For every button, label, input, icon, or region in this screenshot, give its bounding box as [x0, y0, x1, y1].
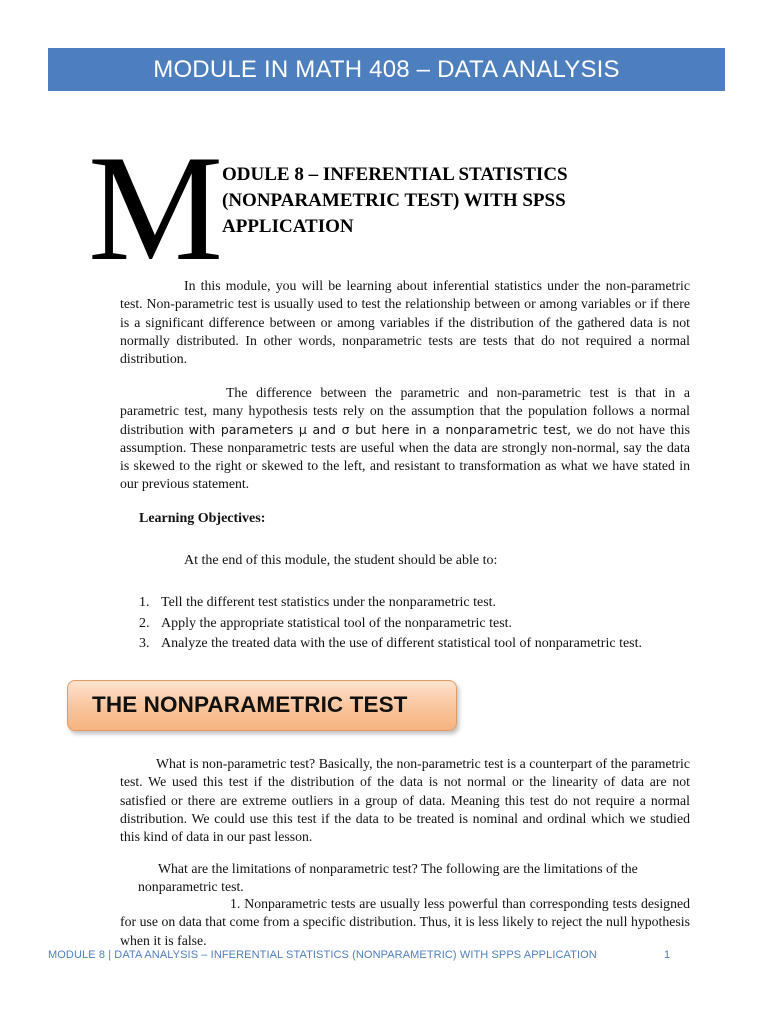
- section-heading-box: [67, 680, 457, 731]
- footer-text: MODULE 8 | DATA ANALYSIS – INFERENTIAL STATISTICS (NONPARAMETRIC) WITH SPPS APPLICATION: [48, 949, 597, 961]
- objective-number: 1.: [139, 595, 150, 610]
- section-paragraph-2: What are the limitations of nonparametric test? The following are the limitations of the nonparametric test.: [138, 861, 638, 895]
- objective-text: Analyze the treated data with the use of different statistical tool of nonparametric test.: [161, 636, 643, 651]
- section-heading-title: THE NONPARAMETRIC TEST: [92, 692, 408, 717]
- intro-paragraph-2: [120, 384, 690, 494]
- learning-objectives-heading: Learning Objectives:: [139, 511, 266, 526]
- objective-text: Tell the different test statistics under the nonparametric test.: [161, 595, 497, 610]
- learning-objectives-intro: At the end of this module, the student should be able to:: [184, 553, 498, 568]
- section-paragraph-3: 1. Nonparametric tests are usually less powerful than corresponding tests designed for use on data that come from a specific distribution. Thus, it is less likely to reject the null hypothesis when it is false.: [120, 896, 690, 948]
- module-title-line-3: APPLICATION: [222, 216, 354, 237]
- objective-number: 3.: [139, 636, 150, 651]
- module-title-line-2: (NONPARAMETRIC TEST) WITH SPSS: [222, 190, 566, 211]
- intro-paragraph-2-part-c: we do not have this assumption. These nonparametric tests are useful when the data are strongly non-normal, say the data is skewed to the right or skewed to the left, and resistant to transformation as what we have stated in our previous statement.: [120, 421, 690, 492]
- module-title: [222, 162, 662, 240]
- objective-item: [139, 614, 719, 635]
- intro-paragraph-1: In this module, you will be learning about inferential statistics under the non-parametric test. Non-parametric test is usually used to test the relationship between or among variables or if there is a significant difference between or among variables if the distribution of the gathered data is not normally distributed. In other words, nonparametric tests are tests that do not required a normal distribution.: [120, 278, 690, 367]
- dropcap-letter: M: [88, 124, 224, 292]
- section-paragraph-1: What is non-parametric test? Basically, the non-parametric test is a counterpart of the parametric test. We used this test if the distribution of the data is not normal or the linearity of data are not satisfied or there are extreme outliers in a group of data. Meaning this test do not require a normal distribution. We could use this test if the data to be treated is nominal and ordinal which we studied this kind of data in our past lesson.: [120, 756, 690, 845]
- intro-paragraph-2-parameters: with parameters μ and σ but here in a nonparametric test,: [188, 421, 572, 437]
- header-banner: MODULE IN MATH 408 – DATA ANALYSIS: [48, 48, 725, 91]
- objective-text: Apply the appropriate statistical tool of the nonparametric test.: [161, 615, 513, 631]
- module-title-line-1: ODULE 8 – INFERENTIAL STATISTICS: [222, 164, 568, 185]
- footer-page-number: 1: [664, 949, 671, 961]
- objective-item: [139, 593, 719, 614]
- intro-paragraph-2-part-a: The difference between the parametric and non-parametric test is that in a parametric test, many hypothesis tests rely on the assumption that the population follows a normal distribution: [120, 385, 690, 437]
- objective-number: 2.: [139, 615, 150, 631]
- objectives-list: [139, 593, 719, 655]
- objective-item: [139, 634, 719, 655]
